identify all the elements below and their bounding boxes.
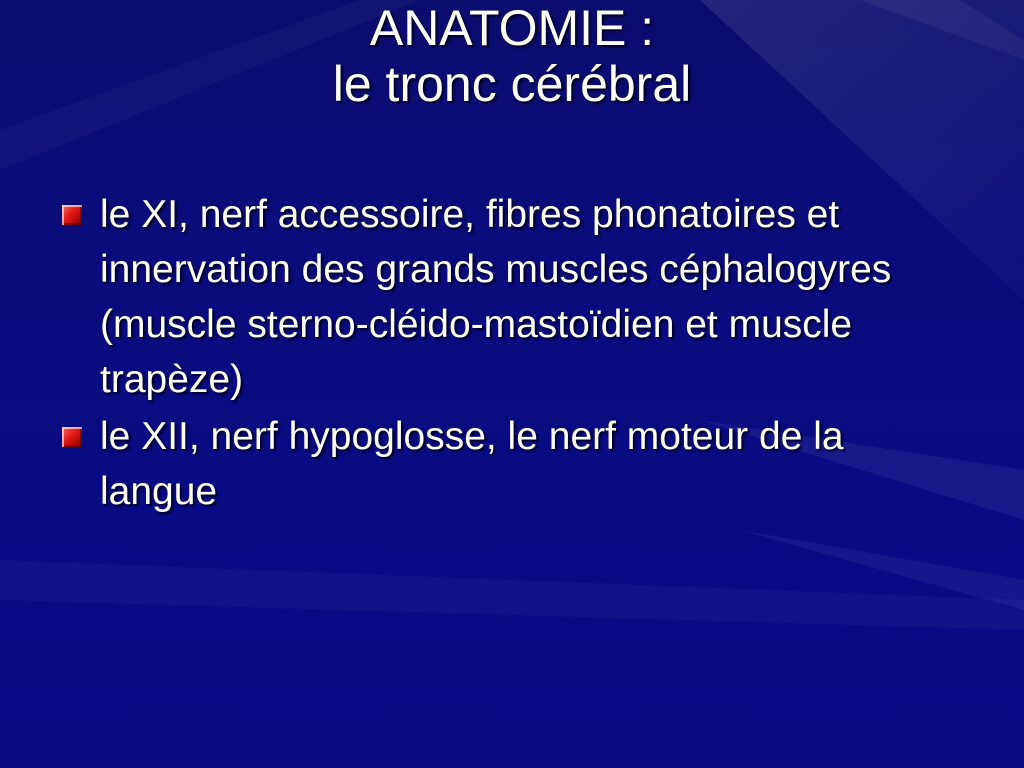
red-square-bullet-icon	[62, 427, 82, 447]
red-square-bullet-icon	[62, 205, 82, 225]
title-line-1: ANATOMIE :	[369, 0, 655, 56]
bullet-text-xi: le XI, nerf accessoire, fibres phonatoires et innervation des grands muscles céphalogyres (muscle sterno-cléido-mastoïdien et muscle trapèze)	[100, 193, 892, 401]
bullet-item-xii	[62, 409, 942, 519]
title-line-2: le tronc cérébral	[332, 56, 692, 112]
bullet-list	[62, 187, 942, 521]
bullet-item-xi	[62, 187, 942, 407]
slide-title	[0, 0, 1024, 112]
bullet-text-xii: le XII, nerf hypoglosse, le nerf moteur de la langue	[100, 415, 844, 513]
